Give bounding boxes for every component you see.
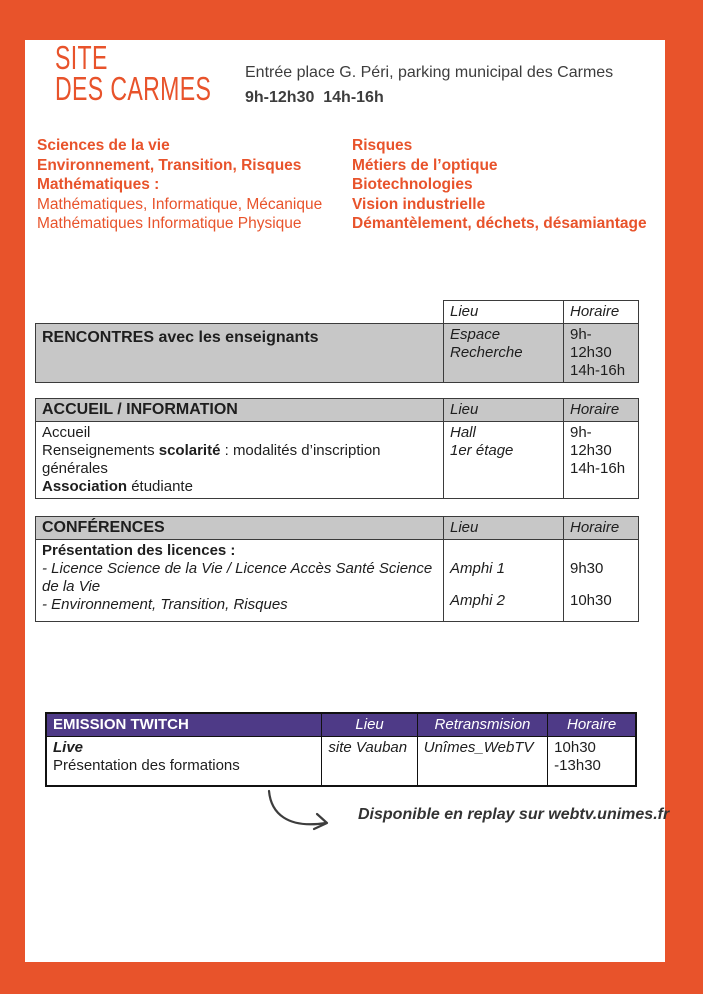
lieu-line: Amphi 1 [450,560,506,577]
lieu-line: 1er étage [450,442,514,459]
horaire-line: 14h-16h [570,460,626,477]
conferences-lieu-cell [444,540,564,622]
twitch-live-label: Live [53,739,84,756]
twitch-table [45,712,637,787]
program-list-right [352,136,662,234]
twitch-lieu-cell: site Vauban [322,737,417,786]
twitch-horaire-cell [548,737,636,786]
col-header-lieu: Lieu [444,301,564,324]
program-item: Mathématiques Informatique Physique [37,215,302,232]
accueil-content-cell [36,422,444,499]
col-header-horaire: Horaire [548,713,636,737]
horaire-line: 9h-12h30 [570,326,612,361]
rencontres-title-cell: RENCONTRES avec les enseignants [36,324,444,383]
col-header-horaire: Horaire [564,301,639,324]
twitch-retrans-cell: Unîmes_WebTV [417,737,547,786]
logo-line2: DES CARMES [55,70,212,107]
col-header-lieu: Lieu [322,713,417,737]
accueil-title-cell: ACCUEIL / INFORMATION [36,399,444,422]
program-item: Risques [352,137,413,154]
lieu-line: Recherche [450,344,523,361]
program-list-left [37,136,352,234]
accueil-horaire-cell [564,422,639,499]
entrance-info [245,60,613,110]
conferences-table [35,516,639,622]
conferences-content-cell [36,540,444,622]
program-item: Mathématiques, Informatique, Mécanique [37,195,323,213]
horaire-line: 14h-16h [570,362,626,379]
replay-note: Disponible en replay sur webtv.unimes.fr [358,806,670,823]
twitch-title-cell: EMISSION TWITCH [46,713,322,737]
accueil-line [42,478,437,496]
program-item: Métiers de l’optique [352,156,498,174]
rencontres-lieu-cell [444,324,564,383]
lieu-line: Hall [450,424,476,441]
twitch-content-cell [46,737,322,786]
conferences-intro: Présentation des licences : [42,542,236,559]
text-segment-bold: scolarité [158,442,221,459]
accueil-line: Accueil [42,424,91,441]
accueil-table [35,398,639,499]
conferences-title-cell: CONFÉRENCES [36,517,444,540]
horaire-line: 9h-12h30 [570,424,612,459]
col-header-horaire: Horaire [564,399,639,422]
text-segment: étudiante [127,478,193,495]
entrance-address: Entrée place G. Péri, parking municipal des Carmes [245,64,614,81]
horaire-line: -13h30 [554,757,601,774]
program-item: Démantèlement, déchets, désamiantage [352,215,647,232]
twitch-desc: Présentation des formations [53,757,240,774]
horaire-line: 10h30 [570,592,612,609]
horaire-line: 9h30 [570,560,604,577]
program-item: Vision industrielle [352,195,486,213]
lieu-line: Espace [450,326,501,343]
curved-arrow-icon [260,788,342,845]
col-header-horaire: Horaire [564,517,639,540]
site-logo [55,39,212,107]
rencontres-table [35,300,639,383]
accueil-line [42,442,437,478]
text-segment: Renseignements [42,442,159,459]
logo-line1: SITE [55,39,108,76]
col-header-retransmission: Retransmision [417,713,547,737]
conference-item: - Licence Science de la Vie / Licence Accès Santé Science de la Vie [42,560,433,595]
opening-hours: 9h-12h30 14h-16h [245,89,384,106]
col-header-lieu: Lieu [444,399,564,422]
text-segment: : modalités d’inscription générales [42,442,381,477]
program-item: Biotechnologies [352,176,473,193]
program-item: Sciences de la vie [37,137,170,154]
conferences-horaire-cell [564,540,639,622]
accueil-lieu-cell [444,422,564,499]
text-segment-bold: Association [42,478,128,495]
program-item: Mathématiques : [37,176,160,193]
conference-item: - Environnement, Transition, Risques [42,596,288,613]
program-item: Environnement, Transition, Risques [37,156,302,174]
lieu-line: Amphi 2 [450,592,506,609]
horaire-line: 10h30 [554,739,596,756]
empty-cell [36,301,444,324]
col-header-lieu: Lieu [444,517,564,540]
rencontres-horaire-cell [564,324,639,383]
